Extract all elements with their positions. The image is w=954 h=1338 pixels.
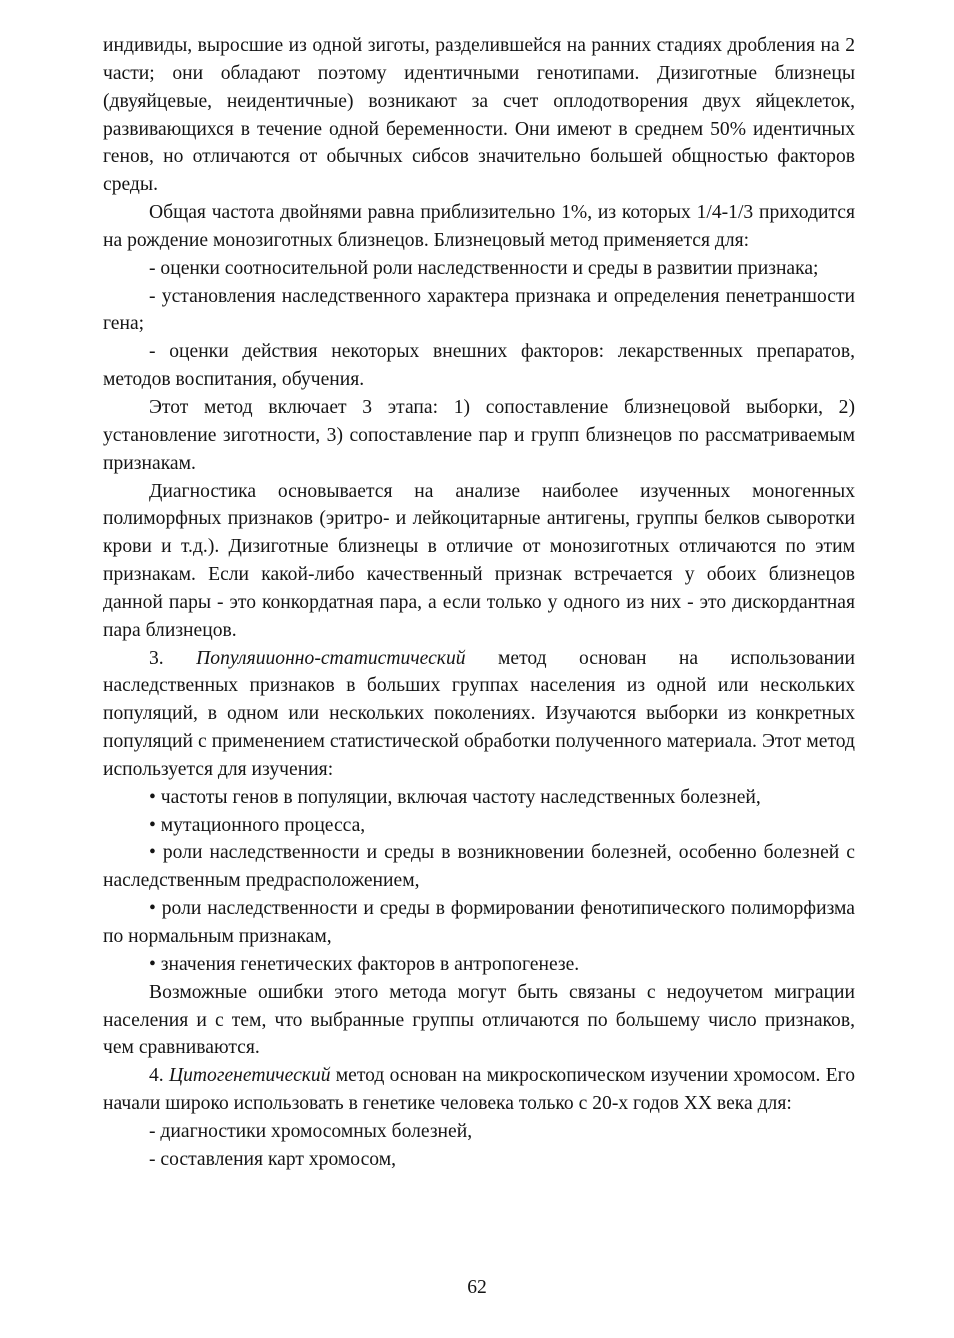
paragraph-diagnostics: Диагностика основывается на анализе наиболее изученных моногенных полиморфных признаков (эритро- и лейкоцитарные антигены, группы белков сыворотки крови и т.д.). Дизиготные близнецы в отличие от монозиготных отличаются по этим признакам. Если какой-либо качественный признак встречается у обоих близнецов данной пары - это конкордатная пара, а если только у одного из них - это дискордантная пара близнецов. [103,480,855,641]
list-item-chromosome-diseases: - диагностики хромосомных болезней, [149,1120,473,1142]
bullet-gene-frequency: • частоты генов в популяции, включая частоту наследственных болезней, [149,786,761,808]
paragraph-body: метод основан на использовании наследственных признаков в больших группах населения из одной или нескольких популяций, в одном или нескольких поколениях. Изучаются выборки из конкретных популяций с применением статистической обработки полученного материала. Этот метод используется для изучения: [103,647,855,780]
list-item-external-factors: - оценки действия некоторых внешних факторов: лекарственных препаратов, методов воспитания, обучения. [103,341,855,391]
list-item-heredity-role: - оценки соотносительной роли наследственности и среды в развитии признака; [149,257,819,279]
bullet-mutation-process: • мутационного процесса, [149,814,366,836]
paragraph-body: метод основан на микроскопическом изучении хромосом. Его начали широко использовать в генетике человека только с 20-х годов XX века для: [103,1065,856,1115]
paragraph-method-stages: Этот метод включает 3 этапа: 1) сопоставление близнецовой выборки, 2) установление зиготности, 3) сопоставление пар и групп близнецов по рассматриваемым признакам. [103,396,855,474]
paragraph-monozygotic-dizygotic: индивиды, выросшие из одной зиготы, разделившейся на ранних стадиях дробления на 2 части; они обладают поэтому идентичными генотипами. Дизиготные близнецы (двуяйцевые, неидентичные) возникают за счет оплодотворения двух яйцеклеток, развивающихся в течение одной беременности. Они имеют в среднем 50% идентичных генов, но отличаются от обычных сибсов значительно большей общностью факторов среды. [103,35,855,196]
paragraph-twin-frequency: Общая частота двойнями равна приблизительно 1%, из которых 1/4-1/3 приходится на рождение монозиготных близнецов. Близнецовый метод применяется для: [103,202,855,251]
paragraph-population-method [103,645,855,784]
page-text [103,32,855,1174]
paragraph-method-errors: Возможные ошибки этого метода могут быть связаны с недоучетом миграции населения и с тем, что выбранные группы отличаются по большему число признаков, чем сравниваются. [103,981,855,1059]
list-item-chromosome-maps: - составления карт хромосом, [149,1148,396,1170]
section-number: 4. [149,1065,169,1087]
paragraph-cytogenetic-method [103,1062,855,1118]
bullet-phenotypic-polymorphism: • роли наследственности и среды в формировании фенотипического полиморфизма по нормальным признакам, [103,898,855,947]
bullet-disease-origin: • роли наследственности и среды в возникновении болезней, особенно болезней с наследственным предрасположением, [103,842,855,892]
list-item-penetrance: - установления наследственного характера признака и определения пенетраншости гена; [103,285,855,335]
method-term: Цитогенетический [168,1065,331,1087]
method-term: Популяиионно-статистический [196,647,466,669]
bullet-anthropogenesis: • значения генетических факторов в антропогенезе. [149,953,580,975]
section-number: 3. [149,647,197,669]
page-number: 62 [467,1277,487,1298]
